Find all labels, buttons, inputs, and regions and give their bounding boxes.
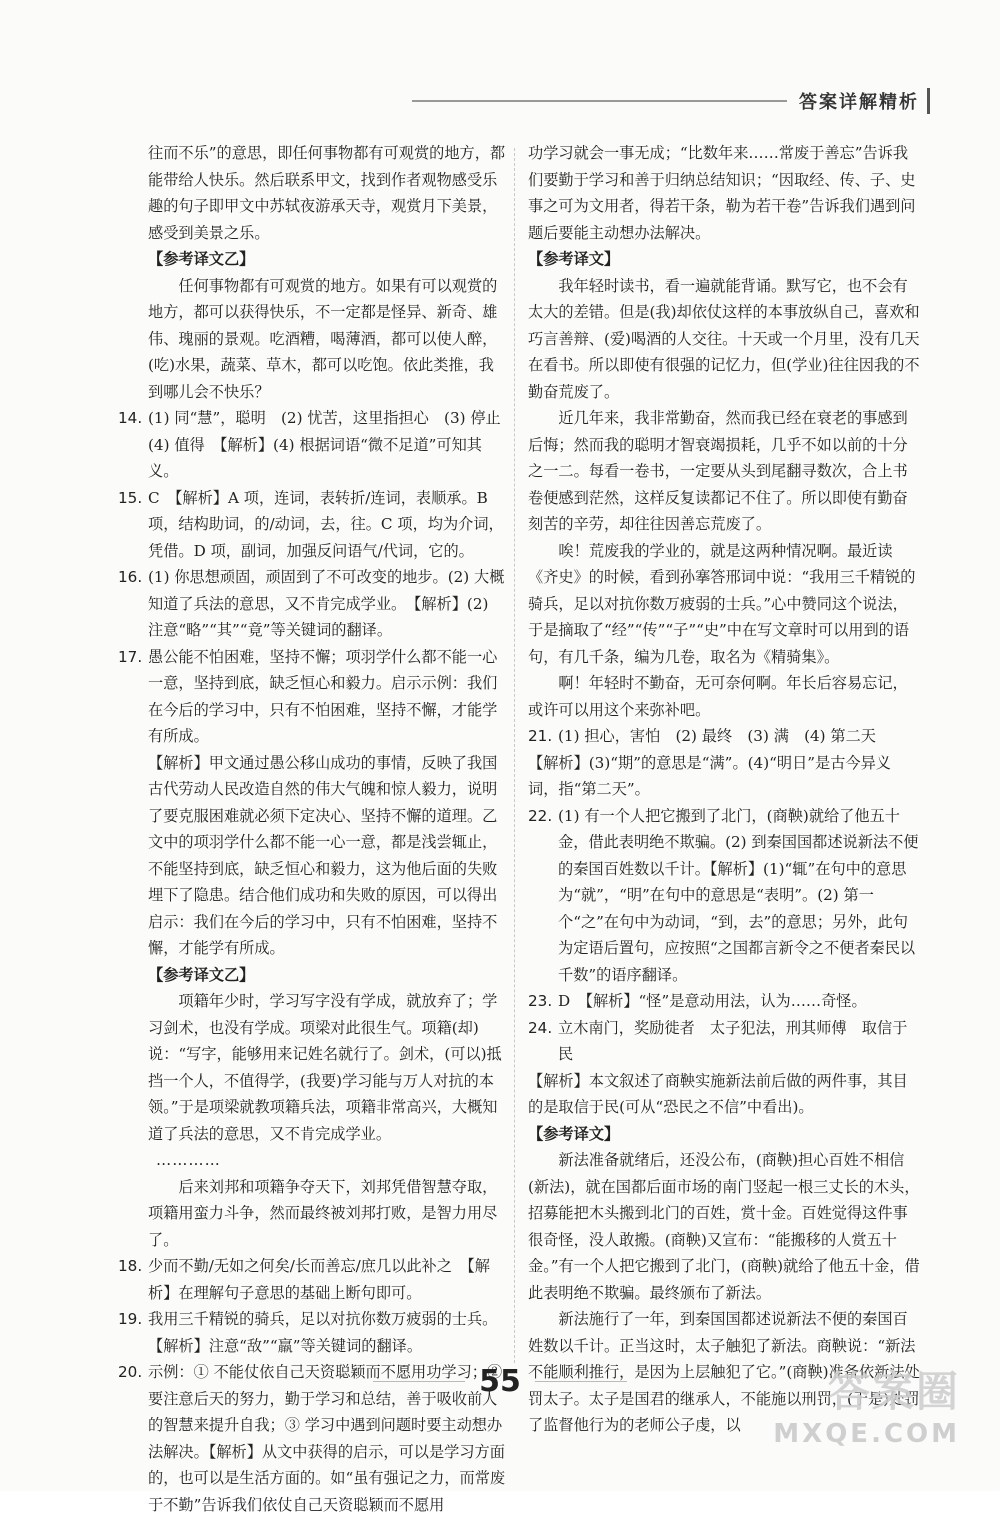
item-text: 我用三千精锐的骑兵，足以对抗你数万疲弱的士兵。【解析】注意“敌”“羸”等关键词的翻译。 [148, 1310, 498, 1355]
answer-item [118, 1253, 508, 1306]
item-number: 15. [118, 488, 143, 507]
item-text: D 【解析】“怪”是意动用法，认为……奇怪。 [558, 992, 867, 1010]
item-text: 愚公能不怕困难，坚持不懈；项羽学什么都不能一心一意，坚持到底，缺乏恒心和毅力。启示示例：我们在今后的学习中，只有不怕困难，坚持不懈，才能学有所成。 [148, 647, 498, 745]
item-text: 示例：① 不能仗依自己天资聪颖而不愿用功学习；② 要注意后天的努力，勤于学习和总结，善于吸收前人的智慧来提升自我；③ 学习中遇到问题时要主动想办法解决。【解析】从文中获得的启示，可以是学习方面的，也可以是生活方面的。如“虽有强记之力，而常废于不勤”告诉我们依仗自己天资聪颖而不愿用 [148, 1363, 506, 1514]
item-text: 立木南门，奖励徙者 太子犯法，刑其师傅 取信于民 [558, 1018, 908, 1063]
paragraph: 项籍年少时，学习写字没有学成，就放弃了；学习剑术，也没有学成。项梁对此很生气。项籍(却)说：“写字，能够用来记姓名就行了。剑术，(可以)抵挡一个人，不值得学，(我要)学习能与万人对抗的本领。”于是项梁就教项籍兵法，项籍非常高兴，大概知道了兵法的意思，又不肯完成学业。 [148, 992, 502, 1143]
item-text: C 【解析】A 项，连词，表转折/连词，表顺承。B 项，结构助词，的/动词，去，往。C 项，均为介词，凭借。D 项，副词，加强反问语气/代词，它的。 [148, 488, 504, 560]
page-header [412, 88, 930, 114]
item-number: 22. [528, 806, 553, 825]
left-column [118, 140, 516, 1518]
section-heading: 【参考译文乙】 [148, 965, 255, 984]
item-number: 21. [528, 727, 553, 745]
answer-item [118, 485, 508, 565]
watermark-site-text: MXQE.COM [773, 1419, 960, 1449]
paragraph: 新法准备就绪后，还没公布，(商鞅)担心百姓不相信(新法)，就在国都后面市场的南门竖起一根三丈长的木头，招募能把木头搬到北门的百姓，赏十金。百姓觉得这件事很奇怪，没人敢搬。(商鞅)又宣布：“能搬移的人赏五十金。”有一个人把它搬到了北门，(商鞅)就给了他五十金，借此表明绝不欺骗。最终颁布了新法。 [528, 1151, 920, 1302]
item-text: (1) 担心，害怕 (2) 最终 (3) 满 (4) 第二天 [558, 727, 876, 745]
paragraph: 我年轻时读书，看一遍就能背诵。默写它，也不会有太大的差错。但是(我)却依仗这样的本事放纵自己，喜欢和巧言善辩、(爱)喝酒的人交往。十天或一个月里，没有几天在看书。所以即使有很强的记忆力，但(学业)往往因我的不勤奋荒废了。 [528, 276, 920, 401]
right-column [528, 140, 920, 1439]
item-text: 少而不勤/无如之何矣/长而善忘/庶几以此补之 【解析】在理解句子意思的基础上断句即可。 [148, 1257, 490, 1302]
answer-item [118, 1306, 508, 1359]
item-number: 20. [118, 1363, 143, 1381]
answer-item [528, 723, 920, 750]
header-rule [412, 100, 787, 102]
item-number: 18. [118, 1257, 143, 1275]
answer-item [528, 1015, 920, 1068]
item-text: (1) 你思想顽固，顽固到了不可改变的地步。(2) 大概知道了兵法的意思，又不肯完成学业。 【解析】(2) 注意“略”“其”“竟”等关键词的翻译。 [148, 568, 505, 639]
item-text: (1) 同“慧”，聪明 (2) 忧苦，这里指担心 (3) 停止 (4) 值得 【解析】(4) 根据词语“微不足道”可知其义。 [148, 409, 516, 480]
header-title: 答案详解精析 [799, 92, 919, 113]
item-number: 19. [118, 1310, 143, 1328]
paragraph: 功学习就会一事无成；“比数年来……常废于善忘”告诉我们要勤于学习和善于归纳总结知识；“因取经、传、子、史事之可为文用者，得若干条，勒为若干卷”告诉我们遇到问题后要能主动想办法解决。 [528, 144, 916, 242]
analysis-text: 【解析】甲文通过愚公移山成功的事情，反映了我国古代劳动人民改造自然的伟大气魄和惊人毅力，说明了要克服困难就必须下定决心、坚持不懈的道理。乙文中的项羽学什么都不能一心一意，都是浅尝辄止，不能坚持到底，缺乏恒心和毅力，这为他后面的失败埋下了隐患。结合他们成功和失败的原因，可以得出启示：我们在今后的学习中，只有不怕困难，坚持不懈，才能学有所成。 [148, 753, 498, 957]
analysis-text: 【解析】本文叙述了商鞅实施新法前后做的两件事，其目的是取信于民(可从“恐民之不信”中看出)。 [528, 1071, 908, 1116]
paragraph: 新法施行了一年，到秦国国都述说新法不便的秦国百姓数以千计。正当这时，太子触犯了新法。商鞅说：“新法不能顺利推行，是因为上层触犯了它。”(商鞅)准备依新法处罚太子。太子是国君的继承人，不能施以刑罚，(于是)处罚了监督他行为的老师公子虔，以 [528, 1310, 920, 1434]
paragraph: 啊！年轻时不勤奋，无可奈何啊。年长后容易忘记，或许可以用这个来弥补吧。 [528, 674, 908, 719]
section-heading: 【参考译文】 [528, 1124, 620, 1143]
answer-item [528, 988, 920, 1015]
watermark-logo-text: 答案圈 [827, 1367, 960, 1416]
item-text: (1) 有一个人把它搬到了北门，(商鞅)就给了他五十金，借此表明绝不欺骗。(2) 到秦国国都述说新法不便的秦国百姓数以千计。【解析】(1)“辄”在句中的意思为“就”，“明”在句中的意思是“表明”。(2) 第一个“之”在句中为动词，“到，去”的意思；另外，此句为定语后置句，应按照“之国都言新令之不便者秦民以千数”的语序翻译。 [558, 806, 919, 984]
paragraph: 后来刘邦和项籍争夺天下，刘邦凭借智慧夺取，项籍用蛮力斗争，然而最终被刘邦打败，是智力用尽了。 [148, 1177, 498, 1249]
section-heading: 【参考译文乙】 [148, 250, 255, 268]
item-number: 23. [528, 992, 553, 1010]
answer-item [118, 564, 508, 644]
item-number: 17. [118, 647, 143, 666]
answer-item [118, 644, 508, 750]
item-number: 24. [528, 1018, 553, 1037]
item-number: 16. [118, 568, 143, 586]
watermark-logo [773, 1359, 960, 1449]
answer-item [528, 803, 920, 989]
page-number: 55 [479, 1364, 521, 1399]
item-number: 14. [118, 409, 143, 427]
answer-item [118, 405, 516, 485]
analysis-text: 【解析】(3)“期”的意思是“满”。(4)“明日”是古今异义词，指“第二天”。 [528, 753, 891, 798]
footer-rule [373, 1381, 465, 1382]
paragraph: 任何事物都有可观赏的地方。如果有可以观赏的地方，都可以获得快乐，不一定都是怪异、新奇、雄伟、瑰丽的景观。吃酒糟，喝薄酒，都可以使人醉，(吃)水果，蔬菜、草木，都可以吃饱。依此类推，我到哪儿会不快乐？ [148, 276, 498, 401]
paragraph: 近几年来，我非常勤奋，然而我已经在衰老的事感到后悔；然而我的聪明才智衰竭损耗，几乎不如以前的十分之一二。每看一卷书，一定要从头到尾翻寻数次，合上书卷便感到茫然，这样反复读都记不住了。所以即使有勤奋刻苦的辛劳，却往往因善忘荒废了。 [528, 409, 908, 533]
footer-rule [535, 1381, 627, 1382]
header-bar [927, 88, 930, 114]
section-heading: 【参考译文】 [528, 250, 620, 268]
paragraph: 唉！荒废我的学业的，就是这两种情况啊。最近读《齐史》的时候，看到孙搴答邢词中说：“我用三千精锐的骑兵，足以对抗你数万疲弱的士兵。”心中赞同这个说法，于是摘取了“经”“传”“子”“史”中在写文章时可以用到的语句，有几千条，编为几卷，取名为《精骑集》。 [528, 541, 916, 666]
paragraph: 往而不乐”的意思，即任何事物都有可观赏的地方，都能带给人快乐。然后联系甲文，找到作者观物感受乐趣的句子即甲文中苏轼夜游承天寺，观赏月下美景，感受到美景之乐。 [148, 144, 506, 242]
ellipsis: ………… [156, 1151, 221, 1169]
column-divider [514, 148, 515, 1363]
